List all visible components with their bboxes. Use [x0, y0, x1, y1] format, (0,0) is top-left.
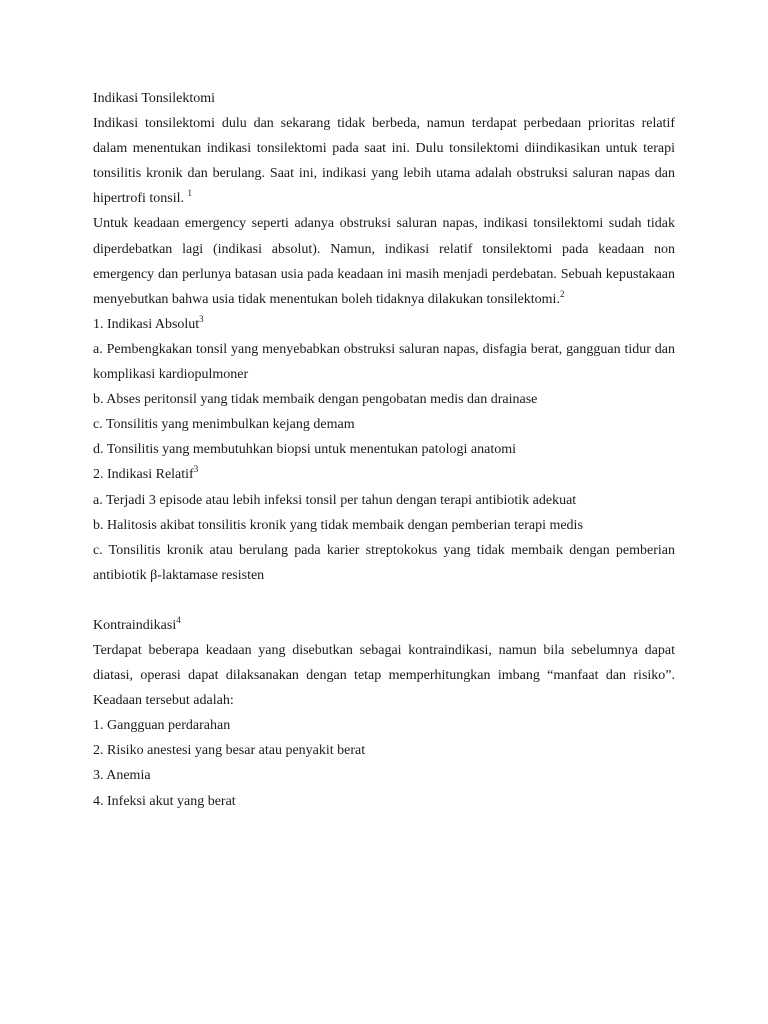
subheading-relatif	[93, 462, 675, 487]
list-item: d. Tonsilitis yang membutuhkan biopsi untuk menentukan patologi anatomi	[93, 442, 516, 458]
list-item: 1. Gangguan perdarahan	[93, 718, 231, 734]
citation-ref: 3	[199, 313, 204, 324]
list-item: c. Tonsilitis yang menimbulkan kejang demam	[93, 417, 355, 433]
section-heading-kontraindikasi	[93, 613, 675, 638]
citation-ref: 3	[193, 464, 199, 475]
section-heading-text: Indikasi Tonsilektomi	[93, 91, 216, 106]
subheading-absolut-text: 1. Indikasi Absolut	[93, 316, 200, 332]
paragraph-emergency	[93, 211, 675, 311]
list-item: a. Pembengkakan tonsil yang menyebabkan obstruksi saluran napas, disfagia berat, gangguan tidur dan komplikasi kardiopulmoner	[93, 341, 675, 383]
paragraph-intro-text: Indikasi tonsilektomi dulu dan sekarang tidak berbeda, namun terdapat perbedaan prioritas relatif dalam menentukan indikasi tonsilektomi pada saat ini. Dulu tonsilektomi diindikasikan untuk terapi tonsilitis kronik dan berulang. Saat ini, indikasi yang lebih utama adalah obstruksi saluran napas dan hipertrofi tonsil.	[93, 116, 675, 207]
list-item: c. Tonsilitis kronik atau berulang pada karier streptokokus yang tidak membaik dengan pemberian antibiotik β-laktamase resisten	[93, 542, 675, 583]
document-page	[93, 86, 675, 814]
citation-ref: 1	[187, 188, 192, 199]
section-heading-kontra-text: Kontraindikasi	[93, 617, 177, 633]
citation-ref: 2	[559, 288, 565, 299]
paragraph-intro	[93, 111, 675, 211]
list-item: 3. Anemia	[93, 768, 151, 784]
paragraph-kontra-intro: Terdapat beberapa keadaan yang disebutkan sebagai kontraindikasi, namun bila sebelumnya dapat diatasi, operasi dapat dilaksanakan dengan tetap memperhitungkan imbang “manfaat dan risiko”. Keadaan tersebut adalah:	[93, 642, 675, 709]
list-item: 4. Infeksi akut yang berat	[93, 793, 236, 809]
list-item: b. Abses peritonsil yang tidak membaik dengan pengobatan medis dan drainase	[93, 392, 538, 408]
subheading-relatif-text: 2. Indikasi Relatif	[93, 467, 194, 483]
list-item: 2. Risiko anestesi yang besar atau penyakit berat	[93, 743, 366, 759]
blank-line	[93, 588, 675, 613]
paragraph-emergency-text: Untuk keadaan emergency seperti adanya obstruksi saluran napas, indikasi tonsilektomi sudah tidak diperdebatkan lagi (indikasi absolut). Namun, indikasi relatif tonsilektomi pada keadaan non emergency dan perlunya batasan usia pada keadaan ini masih menjadi perdebatan. Sebuah kepustakaan menyebutkan bahwa usia tidak menentukan boleh tidaknya dilakukan tonsilektomi.	[93, 216, 675, 307]
subheading-absolut	[93, 312, 675, 337]
section-heading-indikasi	[93, 86, 675, 111]
citation-ref: 4	[176, 614, 181, 625]
list-item: b. Halitosis akibat tonsilitis kronik yang tidak membaik dengan pemberian terapi medis	[93, 517, 583, 533]
list-item: a. Terjadi 3 episode atau lebih infeksi tonsil per tahun dengan terapi antibiotik adekuat	[93, 492, 577, 508]
